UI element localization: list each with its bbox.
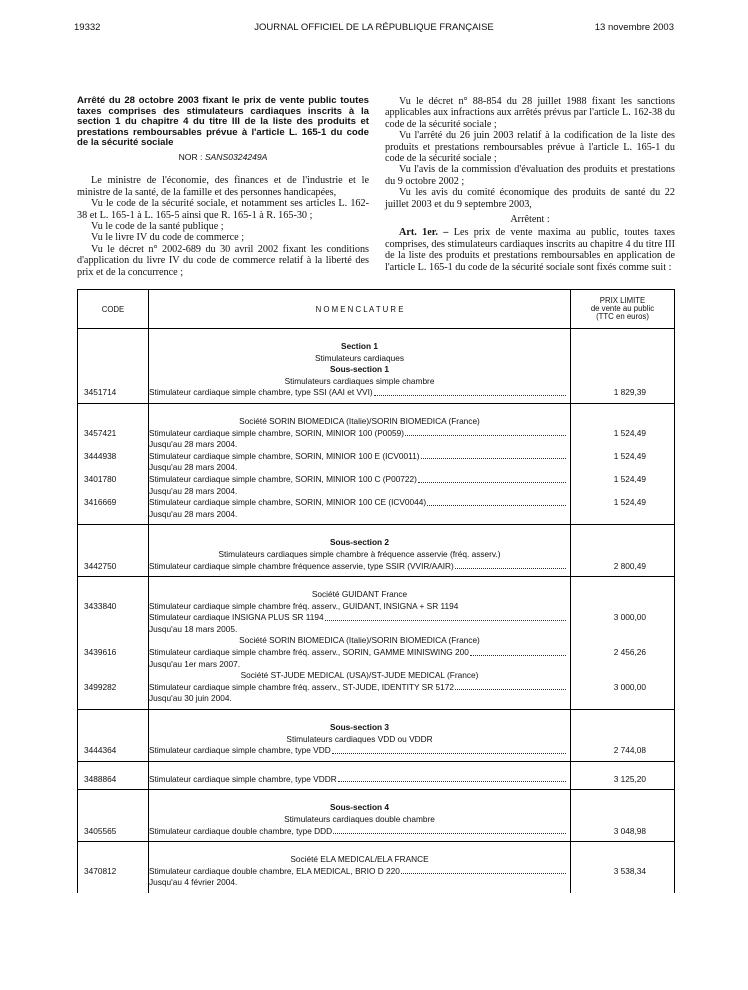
dot-leader [325,612,566,621]
validity-note: Jusqu'au 18 mars 2005. [149,623,238,634]
product-code [84,612,148,624]
subheading: Société GUIDANT France [311,589,408,600]
product-code: 3488864 [84,773,117,784]
dot-leader [333,826,566,835]
dot-leader [332,745,566,754]
paragraph: Le ministre de l'économie, des finances et de l'industrie et le ministre de la santé, de la famille et des personnes handicapées, [77,175,369,198]
designation-text: Stimulateur cardiaque simple chambre, SORIN, MINIOR 100 CE (ICV0044) [149,497,427,508]
spacer [149,846,570,854]
price-value: 3 125,20 [613,773,646,784]
price-value: 1 829,39 [613,387,646,398]
designation-text: Stimulateur cardiaque simple chambre, type SSI (AAI et VVI) [149,387,373,398]
product-code [84,802,148,814]
product-code [84,670,148,682]
article-1 [385,227,675,273]
product-code: 3444364 [84,745,117,756]
paragraph: Vu le décret n° 88-854 du 28 juillet 1988 fixant les sanctions applicables aux infractions aux arrêtés prévus par l'article L. 162-38 du code de la sécurité sociale ; [385,96,675,130]
spacer [571,889,646,893]
price-value: 1 524,49 [613,497,646,508]
page-header [74,22,674,36]
price-cell [571,846,675,893]
product-code [84,537,148,549]
dot-leader [374,387,566,396]
spacer [84,581,148,589]
subheading: Stimulateurs cardiaques double chambre [284,814,435,824]
nomenclature-cell [149,529,571,576]
price-value: 2 456,26 [613,647,646,658]
price-value: 1 524,49 [613,450,646,461]
spacer [84,705,148,709]
validity-note: Jusqu'au 1er mars 2007. [149,658,241,669]
product-designation [149,682,570,694]
price-value: 1 524,49 [613,427,646,438]
decree-title: Arrêté du 28 octobre 2003 fixant le prix de vente public toutes taxes comprises des stimulateurs cardiaques inscrits à la section 1 du chapitre 4 du titre III de la liste des produits et prestations remboursables prévue à l'article L. 165-1 du code de la sécurité sociale [77,95,369,149]
validity-note: Jusqu'au 30 juin 2004. [149,693,232,704]
spacer [84,785,148,789]
spacer [571,399,646,403]
product-code [84,439,148,451]
product-code [84,353,148,365]
spacer [84,520,148,524]
price-cell [571,766,675,790]
subheading: Société ST-JUDE MEDICAL (USA)/ST-JUDE MEDICAL (France) [240,670,479,681]
designation-text: Stimulateur cardiaque simple chambre fréquence asservie, type SSIR (VVIR/AAIR) [149,560,454,571]
subheading: Société SORIN BIOMEDICA (Italie)/SORIN BIOMEDICA (France) [239,415,480,426]
product-designation [149,451,570,463]
spacer [571,520,646,524]
price-value [571,734,646,746]
subheading: Stimulateurs cardiaques simple chambre à fréquence asservie (fréq. asserv.) [218,548,501,559]
product-code: 3470812 [84,865,117,876]
spacer [571,766,646,774]
validity-note: Jusqu'au 28 mars 2004. [149,439,238,450]
price-value: 1 524,49 [613,473,646,484]
price-value [571,341,646,353]
nomenclature-cell [149,714,571,761]
product-code [84,624,148,636]
spacer [149,757,570,761]
subheading: Société ELA MEDICAL/ELA FRANCE [290,854,429,865]
spacer [149,837,570,841]
price-cell [571,581,675,709]
paragraph: Vu le code de la sécurité sociale, et notamment ses articles L. 162-38 et L. 165-1 à L. 165-5 ainsi que R. 165-1 à R. 165-30 ; [77,198,369,221]
subheading: Stimulateurs cardiaques VDD ou VDDR [286,733,433,744]
dot-leader [401,866,566,875]
product-code: 3451714 [84,387,117,398]
product-code [84,854,148,866]
product-designation [149,387,570,399]
code-cell [78,581,149,709]
product-code [84,462,148,474]
header-code: CODE [78,290,149,329]
designation-text: Stimulateur cardiaque simple chambre fréq. asserv., ST-JUDE, IDENTITY SR 5172 [149,681,454,692]
nomenclature-cell [149,794,571,841]
spacer [149,714,570,722]
product-code [84,693,148,705]
price-value [571,670,646,682]
designation-text: Stimulateur cardiaque simple chambre, type VDD [149,745,331,756]
spacer [571,581,646,589]
spacer [571,785,646,789]
spacer [149,529,570,537]
spacer [571,837,646,841]
dot-leader [418,474,566,483]
product-code [84,341,148,353]
code-cell [78,529,149,576]
nor-code: SANS0324249A [204,151,268,162]
spacer [571,714,646,722]
dot-leader [405,428,566,437]
header-nomenclature: N O M E N C L A T U R E [149,290,571,329]
section-heading: Sous-section 1 [329,364,389,375]
price-value [571,624,646,636]
designation-text: Stimulateur cardiaque double chambre, ELA MEDICAL, BRIO D 220 [149,865,400,876]
code-cell [78,408,149,525]
price-cell [571,408,675,525]
right-column [385,96,675,273]
product-code: 3499282 [84,681,117,692]
price-value: 3 048,98 [613,825,646,836]
price-cell [571,794,675,841]
price-value [571,353,646,365]
product-code: 3442750 [84,560,117,571]
paragraph: Vu l'avis de la commission d'évaluation des produits et prestations du 9 octobre 2002 ; [385,164,675,187]
price-value [571,814,646,826]
issue-date: 13 novembre 2003 [594,22,674,33]
product-code [84,635,148,647]
product-code [84,416,148,428]
validity-note: Stimulateur cardiaque simple chambre fréq. asserv., GUIDANT, INSIGNA + SR 1194 [149,600,459,611]
dot-leader [338,774,566,783]
spacer [84,837,148,841]
price-value [571,416,646,428]
product-designation [149,866,570,878]
header-price-line: de vente au public [590,304,655,313]
product-designation [149,428,570,440]
spacer [571,572,646,576]
header-price [571,290,675,329]
spacer [84,408,148,416]
price-value [571,635,646,647]
designation-text: Stimulateur cardiaque simple chambre, type VDDR [149,773,337,784]
product-designation [149,826,570,838]
paragraph: Vu le décret n° 2002-689 du 30 avril 2002 fixant les conditions d'application du livre IV du code de commerce relatif à la liberté des prix et de la concurrence ; [77,243,369,278]
table-block [78,846,675,893]
section-heading: Section 1 [341,341,378,351]
section-heading: Sous-section 3 [329,722,389,733]
page-number: 19332 [74,22,101,33]
dot-leader [421,451,566,460]
product-designation [149,745,570,757]
price-value [571,486,646,498]
spacer [571,846,646,854]
paragraph: Vu le livre IV du code de commerce ; [91,232,245,244]
price-value [571,659,646,671]
code-cell [78,714,149,761]
paragraph: Vu l'arrêté du 26 juin 2003 relatif à la codification de la liste des produits et prestations remboursables prévue à l'article L. 165-1 du code de la sécurité sociale ; [385,130,675,165]
nomenclature-cell [149,333,571,403]
price-table [77,289,675,893]
dot-leader [427,497,566,506]
left-column [77,96,369,278]
nor-label: NOR : [178,151,203,162]
product-designation [149,612,570,624]
spacer [571,333,646,341]
price-value [571,462,646,474]
product-code: 3457421 [84,427,117,438]
table-block [78,333,675,403]
spacer [149,581,570,589]
product-code [84,734,148,746]
spacer [84,399,148,403]
price-cell [571,333,675,403]
spacer [149,766,570,774]
price-value [571,722,646,734]
spacer [571,705,646,709]
code-cell [78,846,149,893]
product-code [84,509,148,521]
price-value: 2 744,08 [613,745,646,756]
spacer [84,714,148,722]
product-code [84,364,148,376]
validity-note: Jusqu'au 4 février 2004. [149,877,238,888]
spacer [84,846,148,854]
price-value [571,802,646,814]
price-value [571,509,646,521]
price-value [571,439,646,451]
spacer [149,333,570,341]
validity-note: Jusqu'au 28 mars 2004. [149,462,238,473]
price-value: 3 000,00 [613,612,646,623]
subheading: Stimulateurs cardiaques simple chambre [284,375,435,386]
product-code [84,549,148,561]
spacer [84,757,148,761]
spacer [149,794,570,802]
product-designation [149,474,570,486]
product-designation [149,497,570,509]
spacer [149,408,570,416]
designation-text: Stimulateur cardiaque INSIGNA PLUS SR 1194 [149,612,324,623]
spacer [149,785,570,789]
table-block [78,408,675,525]
spacer [84,889,148,893]
price-value: 3 000,00 [613,681,646,692]
price-value [571,376,646,388]
table-block [78,581,675,709]
designation-text: Stimulateur cardiaque simple chambre, SORIN, MINIOR 100 C (P00722) [149,473,417,484]
designation-text: Stimulateur cardiaque simple chambre, SORIN, MINIOR 100 E (ICV0011) [149,450,420,461]
paragraph: Vu le code de la santé publique ; [91,221,224,232]
article-label: Art. 1er. – [399,227,449,239]
spacer [84,333,148,341]
product-code [84,589,148,601]
spacer [149,572,570,576]
nomenclature-cell [149,846,571,893]
paragraph: Vu les avis du comité économique des produits de santé du 22 juillet 2003 et du 9 septembre 2003, [385,187,675,210]
table-block [78,766,675,790]
product-designation [149,647,570,659]
product-designation [149,561,570,573]
price-value [571,364,646,376]
product-code: 3405565 [84,825,117,836]
spacer [571,757,646,761]
spacer [149,399,570,403]
product-code [84,877,148,889]
dot-leader [470,647,566,656]
price-value [571,693,646,705]
designation-text: Stimulateur cardiaque simple chambre fréq. asserv., SORIN, GAMME MINISWING 200 [149,647,469,658]
product-code [84,486,148,498]
product-designation [149,774,570,786]
nomenclature-cell [149,581,571,709]
price-value: 3 538,34 [613,865,646,876]
price-value [571,589,646,601]
price-value [571,537,646,549]
spacer [84,572,148,576]
price-value [571,549,646,561]
product-code [84,814,148,826]
spacer [84,529,148,537]
nor-reference [77,152,369,163]
section-heading: Sous-section 4 [329,802,389,813]
price-value [571,854,646,866]
spacer [84,794,148,802]
spacer [149,889,570,893]
product-code [84,722,148,734]
code-cell [78,766,149,790]
product-code: 3444938 [84,450,117,461]
price-value: 2 800,49 [613,560,646,571]
nomenclature-cell [149,408,571,525]
code-cell [78,794,149,841]
price-value [571,601,646,613]
price-cell [571,529,675,576]
table-block [78,714,675,761]
product-code: 3401780 [84,473,117,484]
table-block [78,794,675,841]
header-price-line: (TTC en euros) [596,312,649,321]
product-code: 3439616 [84,647,117,658]
spacer [571,794,646,802]
spacer [571,529,646,537]
spacer [84,766,148,774]
section-heading: Sous-section 2 [329,537,389,548]
subheading: Société SORIN BIOMEDICA (Italie)/SORIN BIOMEDICA (France) [239,635,480,646]
nomenclature-cell [149,766,571,790]
price-cell [571,714,675,761]
dot-leader [455,682,566,691]
price-value [571,877,646,889]
product-code [84,659,148,671]
product-code [84,376,148,388]
code-cell [78,333,149,403]
table-body [78,329,675,893]
journal-title: JOURNAL OFFICIEL DE LA RÉPUBLIQUE FRANÇAISE [254,22,494,33]
product-code: 3416669 [84,497,117,508]
article-text: Les prix de vente maxima au public, toutes taxes comprises, des stimulateurs cardiaques inscrits au chapitre 4 du titre III de la liste des produits et prestations remboursables en application de l'article L. 165-1 du code de la sécurité sociale sont fixés comme suit : [385,227,675,273]
product-code: 3433840 [84,600,117,611]
spacer [149,520,570,524]
dot-leader [455,561,566,570]
header-price-line: PRIX LIMITE [599,296,646,305]
designation-text: Stimulateur cardiaque double chambre, type DDD [149,825,333,836]
spacer [149,705,570,709]
arretent-heading: Arrêtent : [510,214,550,226]
validity-note: Jusqu'au 28 mars 2004. [149,485,238,496]
spacer [571,408,646,416]
table-block [78,529,675,576]
subheading: Stimulateurs cardiaques [314,352,404,363]
validity-note: Jusqu'au 28 mars 2004. [149,508,238,519]
designation-text: Stimulateur cardiaque simple chambre, SORIN, MINIOR 100 (P0059) [149,427,404,438]
